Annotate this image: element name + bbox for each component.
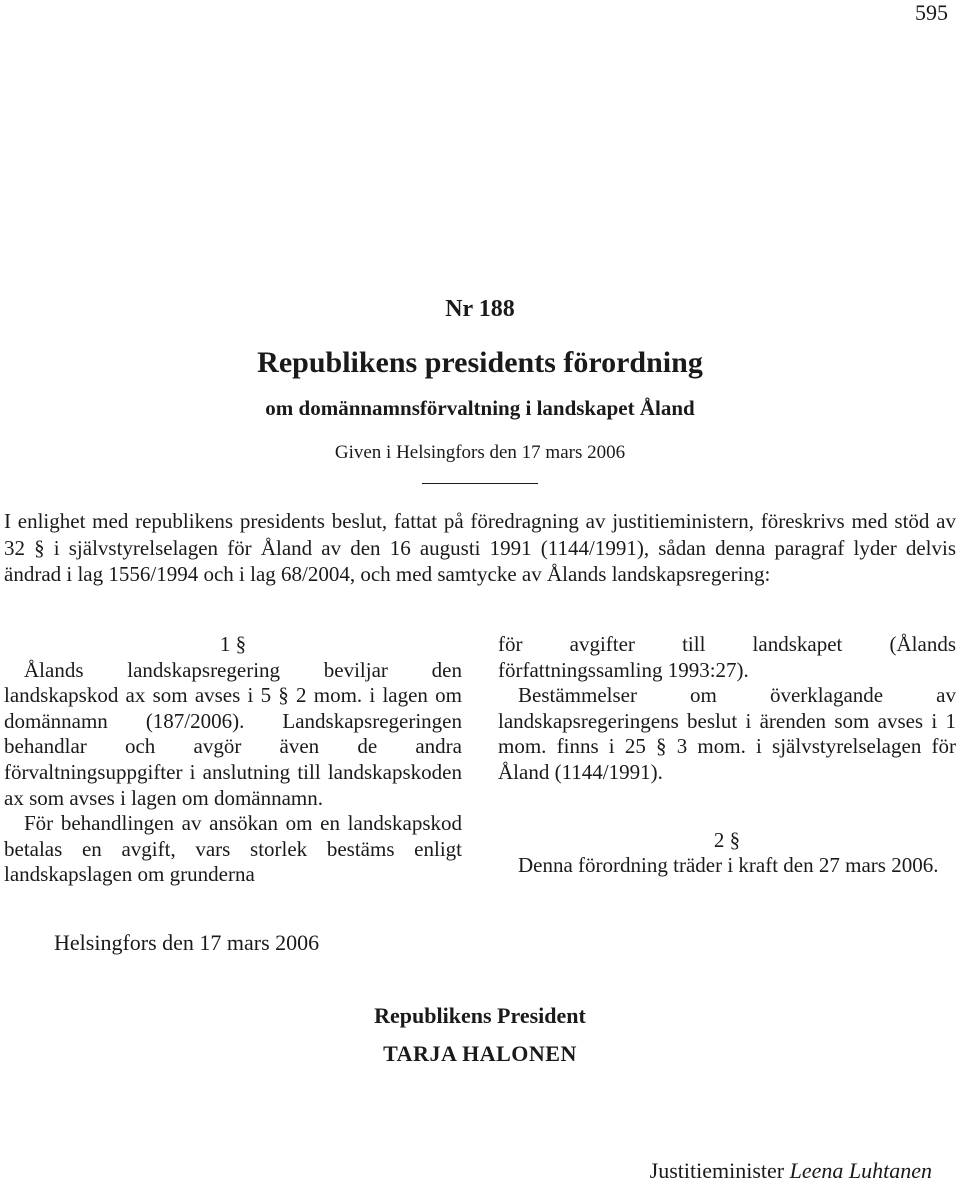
page-subtitle: om domännamnsförvaltning i landskapet Åland	[265, 396, 695, 420]
section-2-heading: 2 §	[713, 827, 741, 852]
given-date-line: Given i Helsingfors den 17 mars 2006	[334, 442, 626, 463]
section-2-paragraph: Denna förordning träder i kraft den 27 mars 2006.	[518, 853, 939, 878]
president-title: Republikens President	[374, 1003, 586, 1028]
preamble-paragraph: I enlighet med republikens presidents beslut, fattat på föredragning av justitieministern, föreskrivs med stöd av 32 § i självstyrelselagen för Åland av den 16 augusti 1991 (1144/1991), sådan denna paragraf lyder delvis ändrad i lag 1556/1994 och i lag 68/2004, och med samtycke av Ålands landskapsregering:	[4, 509, 956, 586]
president-name: TARJA HALONEN	[383, 1041, 577, 1066]
page-number: 595	[915, 0, 948, 25]
left-column	[4, 632, 462, 888]
minister-signature	[650, 1158, 932, 1184]
minister-title: Justitieminister	[649, 1158, 785, 1183]
section-1-heading: 1 §	[219, 632, 247, 656]
right-column	[498, 632, 956, 879]
minister-name: Leena Luhtanen	[789, 1158, 932, 1183]
section-1-paragraph-2: För behandlingen av ansökan om en landskapskod betalas en avgift, vars storlek bestäms enligt landskapslagen om grunderna	[4, 811, 462, 887]
section-1-paragraph-2-continued: för avgifter till landskapet (Ålands författningssamling 1993:27).	[498, 632, 956, 682]
section-1-paragraph-1: Ålands landskapsregering beviljar den landskapskod ax som avses i 5 § 2 mom. i lagen om domännamn (187/2006). Landskapsregeringen behandlar och avgör även de andra förvaltningsuppgifter i anslutning till landskapskoden ax som avses i lagen om domännamn.	[4, 657, 462, 810]
title-divider	[422, 483, 538, 484]
section-1-paragraph-3: Bestämmelser om överklagande av landskapsregeringens beslut i ärenden som avses i 1 mom. finns i 25 § 3 mom. i självstyrelselagen för Åland (1144/1991).	[498, 683, 956, 784]
law-number: Nr 188	[445, 296, 515, 322]
page-title: Republikens presidents förordning	[257, 346, 703, 379]
signature-place-date: Helsingfors den 17 mars 2006	[54, 930, 320, 955]
